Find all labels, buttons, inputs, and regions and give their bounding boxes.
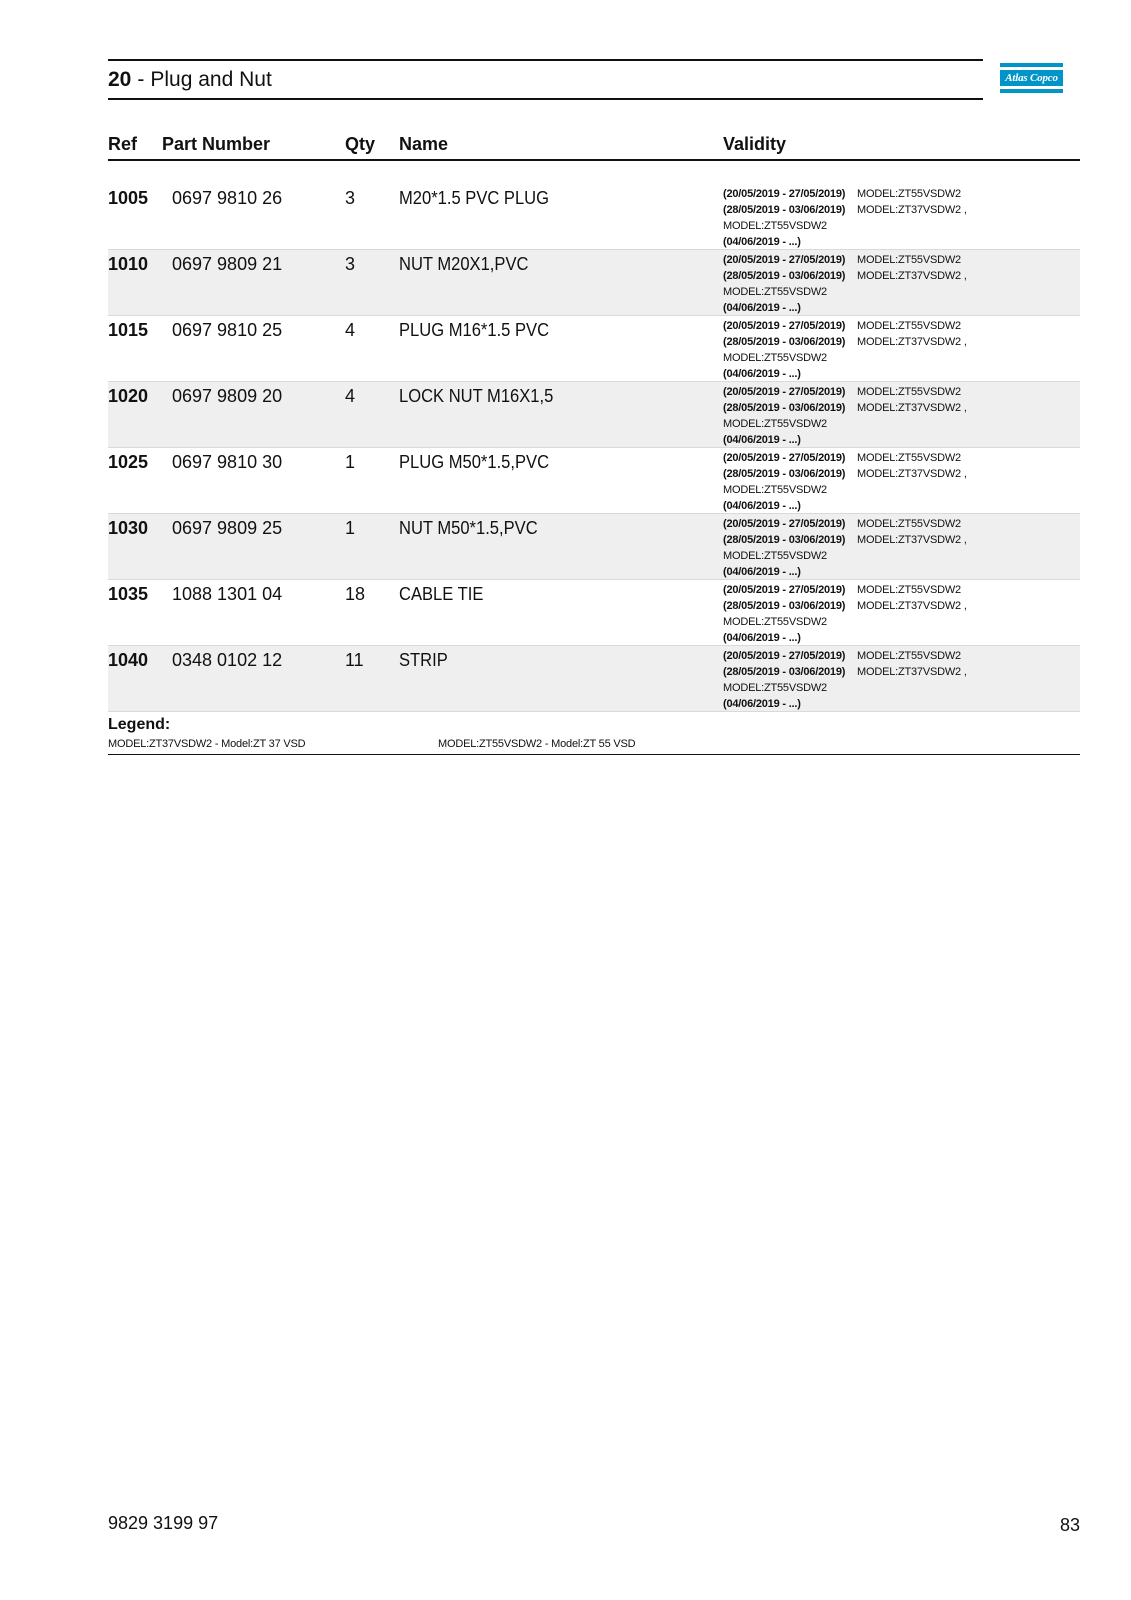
validity-cell (723, 648, 1053, 712)
legend-entry: MODEL:ZT37VSDW2 - Model:ZT 37 VSD (108, 738, 306, 750)
column-header-part-number: Part Number (162, 134, 271, 154)
table-row (108, 184, 1080, 250)
ref-cell: 1030 (108, 518, 149, 538)
section-title: Plug and Nut (150, 67, 272, 91)
validity-date: (28/05/2019 - 03/06/2019) (723, 402, 846, 414)
validity-model: MODEL:ZT37VSDW2 , (857, 402, 967, 414)
atlas-copco-logo (1000, 63, 1063, 93)
validity-date: (04/06/2019 - ...) (723, 698, 801, 710)
part-number-cell: 1088 1301 04 (172, 584, 283, 604)
validity-model: MODEL:ZT55VSDW2 (723, 352, 827, 364)
validity-model: MODEL:ZT55VSDW2 (723, 418, 827, 430)
validity-date: (04/06/2019 - ...) (723, 632, 801, 644)
validity-date: (04/06/2019 - ...) (723, 500, 801, 512)
validity-model: MODEL:ZT55VSDW2 (857, 320, 961, 332)
validity-model: MODEL:ZT37VSDW2 , (857, 600, 967, 612)
part-number-cell: 0697 9809 21 (172, 254, 283, 274)
table-row (108, 316, 1080, 382)
qty-cell: 4 (345, 386, 356, 406)
name-cell: PLUG M50*1.5,PVC (399, 452, 550, 472)
part-number-cell: 0697 9809 25 (172, 518, 283, 538)
ref-cell: 1025 (108, 452, 149, 472)
validity-date: (04/06/2019 - ...) (723, 566, 801, 578)
validity-model: MODEL:ZT37VSDW2 , (857, 204, 967, 216)
validity-date: (20/05/2019 - 27/05/2019) (723, 254, 846, 266)
validity-date: (20/05/2019 - 27/05/2019) (723, 518, 846, 530)
validity-date: (28/05/2019 - 03/06/2019) (723, 666, 846, 678)
ref-cell: 1035 (108, 584, 149, 604)
validity-model: MODEL:ZT55VSDW2 (857, 518, 961, 530)
validity-date: (20/05/2019 - 27/05/2019) (723, 452, 846, 464)
validity-model: MODEL:ZT55VSDW2 (857, 650, 961, 662)
validity-date: (04/06/2019 - ...) (723, 302, 801, 314)
validity-model: MODEL:ZT55VSDW2 (857, 386, 961, 398)
validity-cell (723, 450, 1053, 514)
qty-cell: 3 (345, 254, 356, 274)
legend-entry: MODEL:ZT55VSDW2 - Model:ZT 55 VSD (438, 738, 636, 750)
validity-cell (723, 318, 1053, 382)
column-header-validity: Validity (723, 134, 787, 154)
ref-cell: 1015 (108, 320, 149, 340)
legend-heading: Legend: (108, 716, 171, 733)
validity-model: MODEL:ZT37VSDW2 , (857, 666, 967, 678)
validity-model: MODEL:ZT37VSDW2 , (857, 468, 967, 480)
validity-date: (28/05/2019 - 03/06/2019) (723, 534, 846, 546)
qty-cell: 18 (345, 584, 366, 604)
validity-model: MODEL:ZT55VSDW2 (857, 188, 961, 200)
table-row (108, 514, 1080, 580)
qty-cell: 1 (345, 452, 356, 472)
validity-model: MODEL:ZT55VSDW2 (723, 616, 827, 628)
name-cell: CABLE TIE (399, 584, 484, 604)
validity-date: (20/05/2019 - 27/05/2019) (723, 386, 846, 398)
validity-date: (28/05/2019 - 03/06/2019) (723, 600, 846, 612)
validity-date: (20/05/2019 - 27/05/2019) (723, 584, 846, 596)
validity-model: MODEL:ZT55VSDW2 (857, 452, 961, 464)
ref-cell: 1010 (108, 254, 149, 274)
table-row (108, 382, 1080, 448)
name-cell: LOCK NUT M16X1,5 (399, 386, 554, 406)
validity-date: (28/05/2019 - 03/06/2019) (723, 336, 846, 348)
validity-model: MODEL:ZT55VSDW2 (857, 584, 961, 596)
validity-date: (20/05/2019 - 27/05/2019) (723, 320, 846, 332)
part-number-cell: 0697 9810 25 (172, 320, 283, 340)
validity-model: MODEL:ZT37VSDW2 , (857, 534, 967, 546)
ref-cell: 1020 (108, 386, 149, 406)
column-header-ref: Ref (108, 134, 138, 154)
document-number: 9829 3199 97 (108, 1513, 219, 1533)
part-number-cell: 0348 0102 12 (172, 650, 283, 670)
logo-text: Atlas Copco (1005, 72, 1058, 84)
validity-model: MODEL:ZT37VSDW2 , (857, 336, 967, 348)
validity-model: MODEL:ZT55VSDW2 (857, 254, 961, 266)
column-header-name: Name (399, 134, 449, 154)
validity-date: (04/06/2019 - ...) (723, 236, 801, 248)
table-row (108, 646, 1080, 712)
validity-model: MODEL:ZT55VSDW2 (723, 484, 827, 496)
validity-cell (723, 384, 1053, 448)
validity-model: MODEL:ZT55VSDW2 (723, 286, 827, 298)
validity-date: (28/05/2019 - 03/06/2019) (723, 270, 846, 282)
ref-cell: 1005 (108, 188, 149, 208)
table-header (108, 130, 1080, 161)
qty-cell: 3 (345, 188, 356, 208)
validity-date: (04/06/2019 - ...) (723, 368, 801, 380)
validity-model: MODEL:ZT55VSDW2 (723, 682, 827, 694)
part-number-cell: 0697 9810 30 (172, 452, 283, 472)
qty-cell: 11 (345, 650, 364, 670)
name-cell: M20*1.5 PVC PLUG (399, 188, 550, 208)
title-separator: - (137, 67, 145, 91)
column-header-qty: Qty (345, 134, 376, 154)
parts-table (108, 130, 1080, 755)
legend (108, 716, 1080, 755)
name-cell: NUT M50*1.5,PVC (399, 518, 538, 538)
validity-cell (723, 516, 1053, 580)
validity-cell (723, 582, 1053, 646)
validity-date: (20/05/2019 - 27/05/2019) (723, 650, 846, 662)
validity-cell (723, 186, 1053, 250)
table-row (108, 448, 1080, 514)
validity-date: (04/06/2019 - ...) (723, 434, 801, 446)
validity-model: MODEL:ZT37VSDW2 , (857, 270, 967, 282)
part-number-cell: 0697 9810 26 (172, 188, 283, 208)
page-number: 83 (1059, 1515, 1080, 1535)
validity-date: (28/05/2019 - 03/06/2019) (723, 468, 846, 480)
section-number: 20 (108, 67, 132, 91)
part-number-cell: 0697 9809 20 (172, 386, 283, 406)
section-title-bar (108, 59, 983, 100)
qty-cell: 1 (345, 518, 356, 538)
name-cell: NUT M20X1,PVC (399, 254, 529, 274)
qty-cell: 4 (345, 320, 356, 340)
table-row (108, 250, 1080, 316)
validity-model: MODEL:ZT55VSDW2 (723, 220, 827, 232)
table-body (108, 184, 1080, 712)
ref-cell: 1040 (108, 650, 149, 670)
name-cell: STRIP (399, 650, 448, 670)
validity-date: (28/05/2019 - 03/06/2019) (723, 204, 846, 216)
name-cell: PLUG M16*1.5 PVC (399, 320, 550, 340)
table-row (108, 580, 1080, 646)
validity-model: MODEL:ZT55VSDW2 (723, 550, 827, 562)
validity-date: (20/05/2019 - 27/05/2019) (723, 188, 846, 200)
validity-cell (723, 252, 1053, 316)
